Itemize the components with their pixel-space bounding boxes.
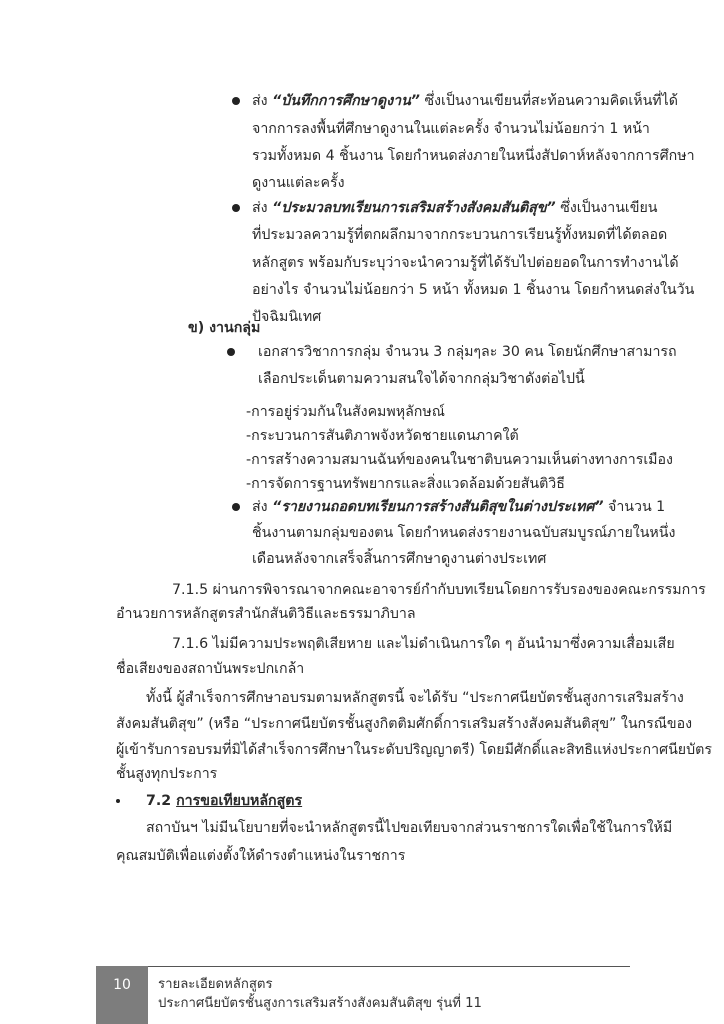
bullet-dot — [232, 97, 240, 105]
bullet4-title: “รายงานถอดบทเรียนการสร้างสันติสุขในต่างประเทศ” — [272, 499, 604, 515]
section-7-2-line2: คุณสมบัติเพื่อแต่งตั้งให้ดำรงตำแหน่งในราชการ — [116, 848, 406, 864]
topic-item: -การสร้างความสมานฉันท์ของคนในชาติบนความเห็นต่างทางการเมือง — [246, 452, 673, 468]
cert-paragraph-line2: สังคมสันติสุข” (หรือ “ประกาศนียบัตรชั้นสูงกิตติมศักดิ์การเสริมสร้างสังคมสันติสุข” ในกรณีของ — [116, 716, 693, 732]
footer-line1: รายละเอียดหลักสูตร — [158, 977, 273, 992]
bullet2-line1-rest: ซึ่งเป็นงานเขียน — [555, 200, 658, 216]
bullet-dot — [227, 348, 235, 356]
footer-line2: ประกาศนียบัตรชั้นสูงการเสริมสร้างสังคมสันติสุข รุ่นที่ 11 — [158, 996, 482, 1011]
bullet2-line4: อย่างไร จำนวนไม่น้อยกว่า 5 หน้า ทั้งหมด 1 ชิ้นงาน โดยกำหนดส่งในวัน — [252, 282, 695, 298]
bullet2-line3: หลักสูตร พร้อมกับระบุว่าจะนำความรู้ที่ได้รับไปต่อยอดในการทำงานได้ — [252, 255, 679, 271]
footer-divider — [148, 966, 630, 967]
item-7-1-6-line2: ชื่อเสียงของสถาบันพระปกเกล้า — [116, 661, 305, 677]
item-7-1-5-line1: 7.1.5 ผ่านการพิจารณาจากคณะอาจารย์กำกับบทเรียนโดยการรับรองของคณะกรรมการ — [172, 582, 706, 598]
bullet-dot — [232, 503, 240, 511]
bullet1-line2: จากการลงพื้นที่ศึกษาดูงานในแต่ละครั้ง จำนวนไม่น้อยกว่า 1 หน้า — [252, 121, 650, 137]
item-7-1-6-line1: 7.1.6 ไม่มีความประพฤติเสียหาย และไม่ดำเนินการใด ๆ อันนำมาซึ่งความเสื่อมเสีย — [172, 636, 675, 652]
bullet3-line2: เลือกประเด็นตามความสนใจได้จากกลุ่มวิชาดังต่อไปนี้ — [258, 371, 585, 387]
bullet4-line2: ชิ้นงานตามกลุ่มของตน โดยกำหนดส่งรายงานฉบับสมบูรณ์ภายในหนึ่ง — [252, 525, 676, 541]
page-number: 10 — [113, 977, 131, 993]
bullet1-line3: รวมทั้งหมด 4 ชิ้นงาน โดยกำหนดส่งภายในหนึ่งสัปดาห์หลังจากการศึกษา — [252, 148, 695, 164]
bullet2-line1 — [252, 198, 657, 218]
bullet2-line5: ปัจฉิมนิเทศ — [252, 309, 322, 325]
cert-paragraph-line1: ทั้งนี้ ผู้สำเร็จการศึกษาอบรมตามหลักสูตรนี้ จะได้รับ “ประกาศนียบัตรชั้นสูงการเสริมสร้าง — [146, 690, 684, 706]
section-7-2-heading — [146, 791, 302, 811]
bullet4-line3: เดือนหลังจากเสร็จสิ้นการศึกษาดูงานต่างประเทศ — [252, 551, 547, 567]
topic-item: -การจัดการฐานทรัพยากรและสิ่งแวดล้อมด้วยสันติวิธี — [246, 476, 565, 492]
cert-paragraph-line4: ชั้นสูงทุกประการ — [116, 766, 218, 782]
section-bullet-dot — [116, 799, 120, 803]
section-7-2-line1: สถาบันฯ ไม่มีนโยบายที่จะนำหลักสูตรนี้ไปขอเทียบจากส่วนราชการใดเพื่อใช้ในการให้มี — [146, 820, 673, 836]
bullet1-line4: ดูงานแต่ละครั้ง — [252, 175, 345, 191]
bullet-dot — [232, 204, 240, 212]
bullet4-line1 — [252, 497, 665, 517]
bullet4-line1-rest: จำนวน 1 — [603, 499, 666, 515]
bullet1-title: “บันทึกการศึกษาดูงาน” — [272, 93, 420, 109]
bullet2-title: “ประมวลบทเรียนการเสริมสร้างสังคมสันติสุข” — [272, 200, 556, 216]
bullet2-line2: ที่ประมวลความรู้ที่ตกผลึกมาจากกระบวนการเรียนรู้ทั้งหมดที่ได้ตลอด — [252, 227, 668, 243]
bullet1-line1 — [252, 91, 678, 111]
cert-paragraph-line3: ผู้เข้ารับการอบรมที่มิได้สำเร็จการศึกษาในระดับปริญญาตรี) โดยมีศักดิ์และสิทธิแห่งประกาศนียบัตร — [116, 742, 712, 758]
section-7-2-number: 7.2 — [146, 793, 177, 809]
bullet4-prefix: ส่ง — [252, 499, 273, 515]
section-7-2-title: การขอเทียบหลักสูตร — [176, 793, 303, 809]
bullet1-line1-rest: ซึ่งเป็นงานเขียนที่สะท้อนความคิดเห็นที่ได้ — [419, 93, 678, 109]
item-7-1-5-line2: อำนวยการหลักสูตรสำนักสันติวิธีและธรรมาภิบาล — [116, 606, 416, 622]
group-work-heading: ข) งานกลุ่ม — [188, 320, 261, 336]
topic-item: -กระบวนการสันติภาพจังหวัดชายแดนภาคใต้ — [246, 428, 519, 444]
bullet1-prefix: ส่ง — [252, 93, 273, 109]
bullet2-prefix: ส่ง — [252, 200, 273, 216]
bullet3-line1: เอกสารวิชาการกลุ่ม จำนวน 3 กลุ่มๆละ 30 คน โดยนักศึกษาสามารถ — [258, 344, 677, 360]
topic-item: -การอยู่ร่วมกันในสังคมพหุลักษณ์ — [246, 404, 445, 420]
